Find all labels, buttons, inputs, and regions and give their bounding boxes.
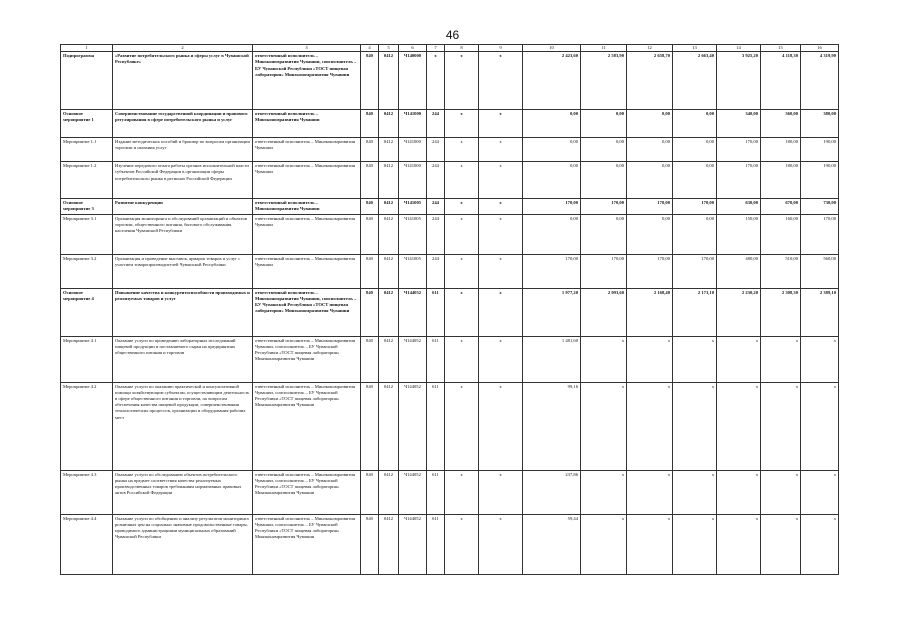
- column-number: 6: [399, 45, 427, 52]
- row-value: 670,00: [761, 199, 801, 214]
- row-value: 237,86: [523, 470, 581, 514]
- table-row: [61, 514, 839, 574]
- row-value: х: [479, 382, 523, 470]
- row-value: 340,00: [717, 110, 761, 138]
- row-value: х: [717, 514, 761, 574]
- row-value: х: [479, 336, 523, 382]
- row-value: 4 118,30: [761, 52, 801, 110]
- row-value: 2 583,90: [581, 52, 627, 110]
- page-number: 46: [445, 28, 460, 42]
- row-value: 0,00: [581, 162, 627, 199]
- row-label: Подпрограмма: [61, 52, 113, 110]
- row-value: Ч141000: [399, 138, 427, 162]
- row-value: 2 308,30: [761, 288, 801, 336]
- row-label: Основное мероприятие 4: [61, 288, 113, 336]
- row-value: Ч144052: [399, 470, 427, 514]
- row-value: 2 173,10: [673, 288, 717, 336]
- row-value: 2 168,40: [627, 288, 673, 336]
- row-value: 2 423,60: [523, 52, 581, 110]
- row-value: 4 319,90: [801, 52, 839, 110]
- row-value: х: [479, 138, 523, 162]
- row-value: 630,00: [717, 199, 761, 214]
- row-description: Оказание услуги по обследованию объектов потребительского рынка на предмет соответствия качества реализуемых производственных товаров требованиям нормативных правовых актов Российской Федерации: [113, 470, 253, 514]
- row-value: 0,00: [523, 214, 581, 254]
- row-value: 0412: [379, 138, 399, 162]
- table-row: [61, 199, 839, 214]
- row-executor: ответственный исполнитель – Минэкономразвития Чувашии, соисполнитель – БУ Чувашской Республики «ТОСТ пищевая лаборатория» Минэкономразвития Чувашии: [253, 52, 361, 110]
- column-number: 14: [717, 45, 761, 52]
- row-value: х: [445, 470, 479, 514]
- column-number: 15: [761, 45, 801, 52]
- row-value: х: [479, 199, 523, 214]
- row-value: 380,00: [801, 110, 839, 138]
- row-value: х: [445, 138, 479, 162]
- row-value: 3 925,20: [717, 52, 761, 110]
- table-row: [61, 110, 839, 138]
- column-number: 16: [801, 45, 839, 52]
- column-number: 4: [361, 45, 379, 52]
- row-value: 170,00: [717, 138, 761, 162]
- row-value: х: [445, 162, 479, 199]
- row-value: 840: [361, 288, 379, 336]
- row-value: Ч141000: [399, 110, 427, 138]
- row-value: х: [479, 162, 523, 199]
- row-value: 0412: [379, 514, 399, 574]
- row-label: Мероприятие 4.4: [61, 514, 113, 574]
- row-value: х: [627, 336, 673, 382]
- row-value: Ч141005: [399, 254, 427, 288]
- row-value: х: [801, 336, 839, 382]
- row-value: 840: [361, 514, 379, 574]
- row-value: х: [717, 336, 761, 382]
- row-value: 0,00: [627, 214, 673, 254]
- row-executor: ответственный исполнитель – Минэкономразвития Чувашии, соисполнитель – БУ Чувашской Республики «ТОСТ пищевая лаборатория» Минэкономразвития Чувашии: [253, 470, 361, 514]
- row-value: 0,00: [627, 162, 673, 199]
- row-value: 0,00: [673, 138, 717, 162]
- row-value: 840: [361, 52, 379, 110]
- row-value: х: [761, 470, 801, 514]
- table-row: [61, 214, 839, 254]
- column-number: 7: [427, 45, 445, 52]
- column-number: 8: [445, 45, 479, 52]
- row-executor: ответственный исполнитель – Минэкономразвития Чувашии, соисполнитель – БУ Чувашской Республики «ТОСТ пищевая лаборатория» Минэкономразвития Чувашии: [253, 514, 361, 574]
- row-value: х: [717, 382, 761, 470]
- row-description: Развитие конкуренции: [113, 199, 253, 214]
- row-value: х: [581, 382, 627, 470]
- row-value: 840: [361, 199, 379, 214]
- row-executor: ответственный исполнитель – Минэкономразвития Чувашии: [253, 162, 361, 199]
- row-value: х: [717, 470, 761, 514]
- row-value: х: [479, 52, 523, 110]
- row-value: 99,16: [523, 382, 581, 470]
- row-value: х: [479, 288, 523, 336]
- row-label: Основное мероприятие 3: [61, 199, 113, 214]
- row-value: 2 093,60: [581, 288, 627, 336]
- column-number: 1: [61, 45, 113, 52]
- row-value: 244: [427, 162, 445, 199]
- row-value: Ч144052: [399, 382, 427, 470]
- row-value: х: [479, 214, 523, 254]
- row-executor: ответственный исполнитель – Минэкономразвития Чувашии: [253, 254, 361, 288]
- table-row: [61, 288, 839, 336]
- row-value: 840: [361, 214, 379, 254]
- row-value: 0,00: [523, 162, 581, 199]
- column-number: 13: [673, 45, 717, 52]
- row-value: 611: [427, 514, 445, 574]
- row-value: 611: [427, 288, 445, 336]
- row-executor: ответственный исполнитель – Минэкономразвития Чувашии, соисполнитель – БУ Чувашской Республики «ТОСТ пищевая лаборатория» Минэкономразвития Чувашии: [253, 382, 361, 470]
- row-value: х: [479, 254, 523, 288]
- row-value: 510,00: [761, 254, 801, 288]
- row-value: х: [673, 382, 717, 470]
- row-description: Издание методических пособий и брошюр по вопросам организации торговли и оказания услуг: [113, 138, 253, 162]
- row-value: 840: [361, 382, 379, 470]
- row-value: Ч144052: [399, 336, 427, 382]
- row-value: 840: [361, 138, 379, 162]
- row-label: Мероприятие 1.1: [61, 138, 113, 162]
- row-value: 840: [361, 162, 379, 199]
- row-value: 0412: [379, 254, 399, 288]
- row-description: Организация и проведение выставок, ярмарок товаров и услуг с участием товаропроизводителей Чувашской Республики: [113, 254, 253, 288]
- row-value: 0,00: [581, 214, 627, 254]
- row-description: Изучение передового опыта работы органов исполнительной власти субъектов Российской Федерации в организации сферы потребительского рынка в регионах Российской Федерации: [113, 162, 253, 199]
- row-value: 0412: [379, 162, 399, 199]
- table-row: [61, 336, 839, 382]
- row-value: х: [581, 514, 627, 574]
- row-value: 0,00: [673, 110, 717, 138]
- row-value: 170,00: [523, 199, 581, 214]
- table-row: [61, 382, 839, 470]
- row-label: Мероприятие 4.3: [61, 470, 113, 514]
- table-row: [61, 254, 839, 288]
- row-value: 170,00: [581, 254, 627, 288]
- row-value: х: [445, 514, 479, 574]
- row-value: х: [445, 336, 479, 382]
- row-value: 244: [427, 199, 445, 214]
- row-value: 0,00: [581, 110, 627, 138]
- column-number: 9: [479, 45, 523, 52]
- row-value: 0412: [379, 214, 399, 254]
- row-value: 560,00: [801, 254, 839, 288]
- row-description: Оказание услуги по оказанию практической и консультативной помощи хозяйствующим субъектам, осуществляющим деятельность в сфере общественного питания и торговли, по вопросам обеспечения качества пищевой продукции, совершенствования технологических процессов, организации и оборудования рабочих мест: [113, 382, 253, 470]
- row-description: Оказание услуги по обобщению и анализу результатов мониторинга розничных цен на социально значимые продовольственные товары, проводимого администрациями муниципальных образований Чувашской Республики: [113, 514, 253, 574]
- row-value: 170,00: [581, 199, 627, 214]
- row-value: 0,00: [673, 214, 717, 254]
- row-executor: ответственный исполнитель – Минэкономразвития Чувашии, соисполнитель – БУ Чувашской Республики «ТОСТ пищевая лаборатория» Минэкономразвития Чувашии: [253, 336, 361, 382]
- row-value: 2 389,10: [801, 288, 839, 336]
- row-value: 480,00: [717, 254, 761, 288]
- row-description: «Развитие потребительского рынка и сферы услуг в Чувашской Республике»: [113, 52, 253, 110]
- row-value: 611: [427, 470, 445, 514]
- row-value: 0,00: [627, 138, 673, 162]
- row-value: 170,00: [523, 254, 581, 288]
- row-value: 840: [361, 254, 379, 288]
- row-value: х: [479, 110, 523, 138]
- row-value: х: [427, 52, 445, 110]
- row-value: 244: [427, 254, 445, 288]
- row-value: х: [761, 382, 801, 470]
- row-label: Мероприятие 1.2: [61, 162, 113, 199]
- row-value: х: [761, 336, 801, 382]
- row-value: 170,00: [717, 162, 761, 199]
- row-label: Мероприятие 3.2: [61, 254, 113, 288]
- row-label: Мероприятие 4.1: [61, 336, 113, 382]
- row-value: 160,00: [761, 214, 801, 254]
- row-value: 2 230,20: [717, 288, 761, 336]
- row-value: 0412: [379, 199, 399, 214]
- row-value: х: [581, 336, 627, 382]
- row-value: 170,00: [801, 214, 839, 254]
- row-value: 244: [427, 110, 445, 138]
- row-value: 611: [427, 382, 445, 470]
- row-value: 170,00: [627, 199, 673, 214]
- row-executor: ответственный исполнитель – Минэкономразвития Чувашии, соисполнитель – БУ Чувашской Республики «ТОСТ пищевая лаборатория» Минэкономразвития Чувашии: [253, 288, 361, 336]
- row-value: х: [445, 52, 479, 110]
- row-value: х: [479, 514, 523, 574]
- row-value: 0,00: [523, 138, 581, 162]
- row-value: 0412: [379, 470, 399, 514]
- row-value: х: [673, 336, 717, 382]
- row-value: х: [445, 199, 479, 214]
- row-value: х: [761, 514, 801, 574]
- row-value: 170,00: [627, 254, 673, 288]
- row-value: 0,00: [627, 110, 673, 138]
- table-row: [61, 52, 839, 110]
- header-row: [61, 45, 839, 52]
- row-value: х: [445, 214, 479, 254]
- row-executor: ответственный исполнитель – Минэкономразвития Чувашии: [253, 138, 361, 162]
- column-number: 12: [627, 45, 673, 52]
- row-value: 0,00: [581, 138, 627, 162]
- row-value: 840: [361, 336, 379, 382]
- row-value: 150,00: [717, 214, 761, 254]
- row-value: 190,00: [801, 138, 839, 162]
- row-value: 2 663,40: [673, 52, 717, 110]
- row-value: х: [801, 470, 839, 514]
- column-number: 2: [113, 45, 253, 52]
- row-value: х: [627, 382, 673, 470]
- budget-table: [60, 44, 839, 575]
- row-label: Мероприятие 3.1: [61, 214, 113, 254]
- row-value: 0412: [379, 288, 399, 336]
- row-value: 840: [361, 470, 379, 514]
- row-description: Организация мониторинга и обследований организаций и объектов торговли, общественного питания, бытового обслуживания населения Чувашской Республики: [113, 214, 253, 254]
- row-value: Ч141005: [399, 214, 427, 254]
- row-value: 360,00: [761, 110, 801, 138]
- row-value: 170,00: [673, 199, 717, 214]
- row-value: 0412: [379, 52, 399, 110]
- row-value: х: [445, 254, 479, 288]
- row-value: 0412: [379, 336, 399, 382]
- row-value: Ч144052: [399, 288, 427, 336]
- column-number: 3: [253, 45, 361, 52]
- row-value: 2 658,70: [627, 52, 673, 110]
- row-value: 0,00: [673, 162, 717, 199]
- row-description: Совершенствование государственной координации и правового регулирования в сфере потребительского рынка и услуг: [113, 110, 253, 138]
- row-value: Ч144052: [399, 514, 427, 574]
- row-value: х: [445, 110, 479, 138]
- column-number: 10: [523, 45, 581, 52]
- row-value: 180,00: [761, 162, 801, 199]
- row-value: Ч141005: [399, 199, 427, 214]
- row-label: Мероприятие 4.2: [61, 382, 113, 470]
- table-row: [61, 138, 839, 162]
- row-value: х: [673, 514, 717, 574]
- row-value: х: [627, 470, 673, 514]
- row-value: х: [673, 470, 717, 514]
- row-value: 180,00: [761, 138, 801, 162]
- row-executor: ответственный исполнитель – Минэкономразвития Чувашии: [253, 214, 361, 254]
- row-executor: ответственный исполнитель – Минэкономразвития Чувашии: [253, 110, 361, 138]
- row-value: х: [801, 514, 839, 574]
- row-value: 170,00: [673, 254, 717, 288]
- column-number: 11: [581, 45, 627, 52]
- table-row: [61, 470, 839, 514]
- row-value: х: [801, 382, 839, 470]
- row-value: х: [581, 470, 627, 514]
- row-description: Повышение качества и конкурентоспособности производимых и реализуемых товаров и услуг: [113, 288, 253, 336]
- row-value: 0412: [379, 110, 399, 138]
- row-value: 730,00: [801, 199, 839, 214]
- row-executor: ответственный исполнитель – Минэкономразвития Чувашии: [253, 199, 361, 214]
- row-value: х: [445, 288, 479, 336]
- row-value: х: [627, 514, 673, 574]
- column-number: 5: [379, 45, 399, 52]
- row-value: 244: [427, 138, 445, 162]
- row-value: 59,44: [523, 514, 581, 574]
- row-description: Оказание услуги по проведению лабораторных исследований пищевой продукции и поставляемого сырья на предприятиях общественного питания и торговли: [113, 336, 253, 382]
- row-value: 190,00: [801, 162, 839, 199]
- row-value: х: [479, 470, 523, 514]
- row-value: 840: [361, 110, 379, 138]
- table-row: [61, 162, 839, 199]
- row-value: 0412: [379, 382, 399, 470]
- row-value: 0,00: [523, 110, 581, 138]
- row-value: 244: [427, 214, 445, 254]
- row-label: Основное мероприятие 1: [61, 110, 113, 138]
- row-value: х: [445, 382, 479, 470]
- row-value: Ч140000: [399, 52, 427, 110]
- row-value: Ч141000: [399, 162, 427, 199]
- row-value: 1 481,60: [523, 336, 581, 382]
- row-value: 611: [427, 336, 445, 382]
- row-value: 1 977,20: [523, 288, 581, 336]
